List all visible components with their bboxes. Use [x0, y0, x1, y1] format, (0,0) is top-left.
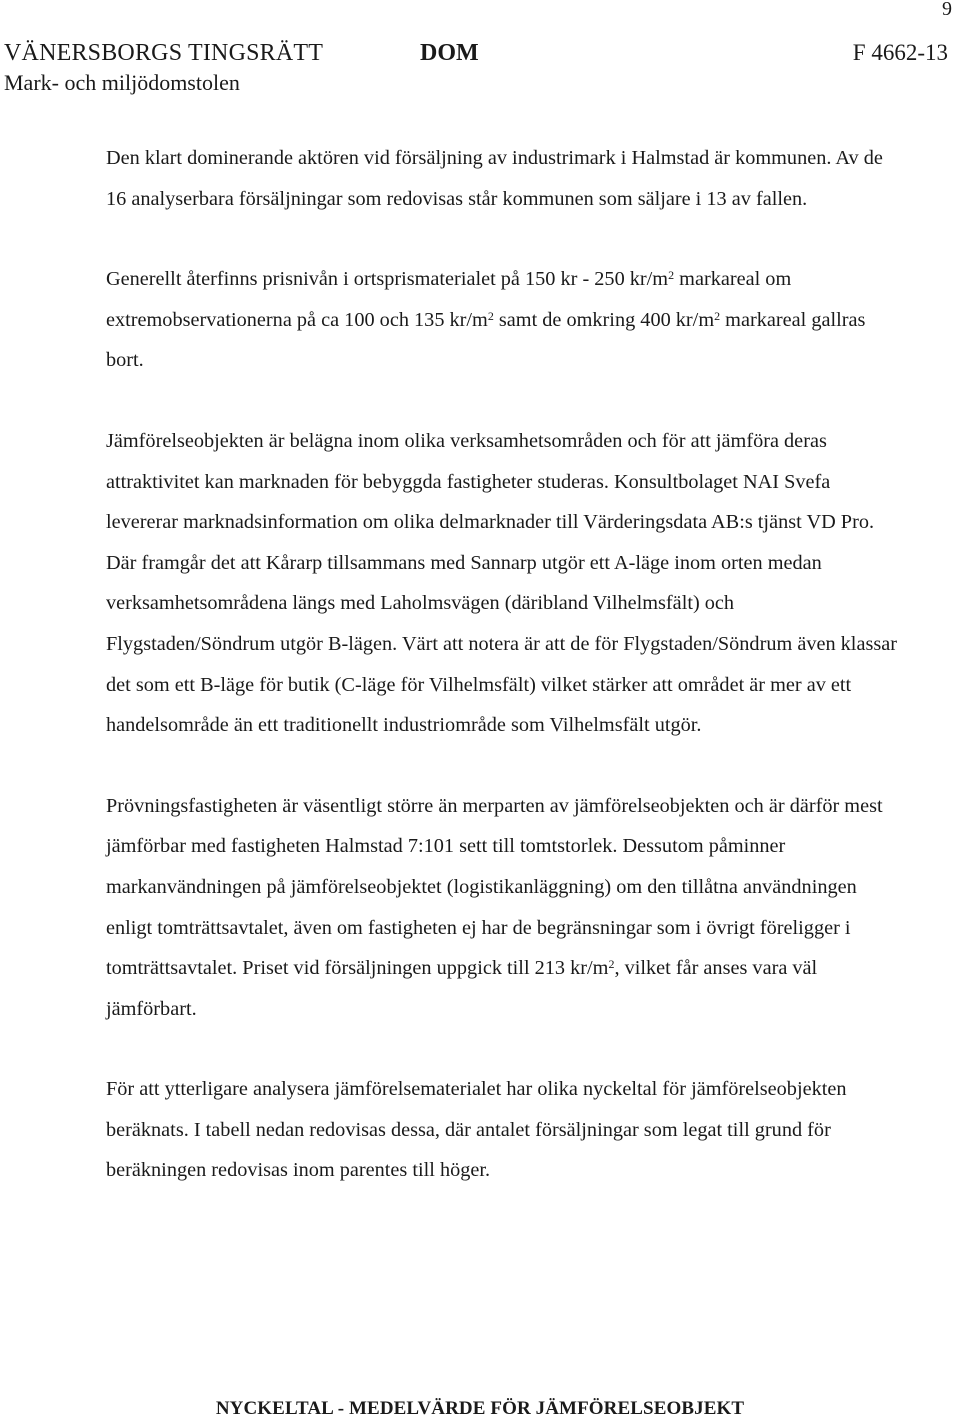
paragraph-subject-property	[106, 786, 906, 1030]
superscript-2: 2	[714, 308, 721, 323]
superscript-2: 2	[487, 308, 494, 323]
price-level-text-c: samt de omkring 400 kr/m	[493, 308, 715, 331]
case-number: F 4662-13	[852, 40, 948, 65]
document-header	[0, 40, 960, 100]
paragraph-price-level	[106, 259, 906, 381]
price-level-text-a: Generellt återfinns prisnivån i ortsprismaterialet på 150 kr - 250 kr/m	[106, 268, 669, 291]
court-division: Mark- och miljödomstolen	[4, 70, 240, 95]
paragraph-seller-dominance: Den klart dominerande aktören vid försäljning av industrimark i Halmstad är kommunen. Av de 16 analyserbara försäljningar som redovisas står kommunen som säljare i 13 av fallen.	[106, 147, 883, 210]
table-heading: NYCKELTAL - MEDELVÄRDE FÖR JÄMFÖRELSEOBJEKT	[215, 1398, 745, 1419]
subject-property-text-a: Prövningsfastigheten är väsentligt större än merparten av jämförelseobjekten och är därför mest jämförbar med fastigheten Halmstad 7:101 sett till tomtstorlek. Dessutom påminner markanvändningen på jämförelseobjektet (logistikanläggning) om den tillåtna användningen enligt tomträttsavtalet, även om fastigheten ej har de begränsningar som i övrigt föreligger i tomträttsavtalet. Priset vid försäljningen uppgick till 213 kr/m	[106, 794, 883, 980]
price-level-text-b: markareal om extremobservationerna på ca 100 och 135 kr/m	[106, 268, 792, 331]
document-type: DOM	[420, 40, 479, 66]
superscript-2: 2	[668, 268, 675, 283]
page-number: 9	[942, 0, 952, 20]
document-body	[106, 138, 906, 1191]
price-level-text-d: markareal gallras bort.	[106, 308, 866, 372]
superscript-2: 2	[608, 957, 615, 972]
paragraph-location-comparison: Jämförelseobjekten är belägna inom olika verksamhetsområden och för att jämföra deras attraktivitet kan marknaden för bebyggda fastigheter studeras. Konsultbolaget NAI Svefa levererar marknadsinformation om olika delmarknader till Värderingsdata AB:s tjänst VD Pro. Där framgår det att Kårarp tillsammans med Sannarp utgör ett A-läge inom orten medan verksamhetsområdena längs med Laholmsvägen (däribland Vilhelmsfält) och Flygstaden/Söndrum utgör B-lägen. Värt att notera är att de för Flygstaden/Söndrum även klassar det som ett B-läge för butik (C-läge för Vilhelmsfält) vilket stärker att området är mer av ett handelsområde än ett traditionellt industriområde som Vilhelmsfält utgör.	[106, 429, 897, 737]
subject-property-text-b: , vilket får anses vara väl jämförbart.	[106, 957, 818, 1020]
court-name: VÄNERSBORGS TINGSRÄTT	[4, 40, 324, 66]
paragraph-key-figures: För att ytterligare analysera jämförelsematerialet har olika nyckeltal för jämförelseobjekten beräknats. I tabell nedan redovisas dessa, där antalet försäljningar som legat till grund för beräkningen redovisas inom parentes till höger.	[106, 1078, 847, 1182]
